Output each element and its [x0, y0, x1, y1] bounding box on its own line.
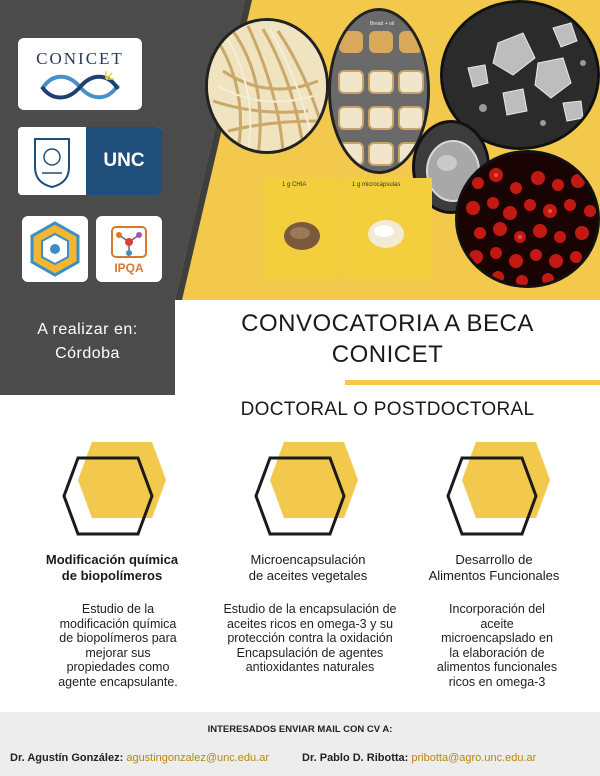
hexagon-icon-1 [48, 438, 168, 538]
description-1-line: Estudio de la [81, 602, 155, 616]
location-text [0, 318, 175, 366]
description-2-line: Estudio de la encapsulación de [223, 602, 397, 616]
contact-footer [0, 712, 600, 776]
description-2-line: aceites ricos en omega-3 y su [226, 616, 394, 631]
contact-1-name: Dr. Agustín González: [10, 752, 124, 764]
description-3-line: microencapslado en [441, 631, 553, 645]
footer-heading: INTERESADOS ENVIAR MAIL CON CV A: [207, 724, 393, 735]
column-title-3-line2: Alimentos Funcionales [428, 568, 560, 583]
page-subtitle: DOCTORAL O POSTDOCTORAL [240, 399, 535, 420]
description-2-line: Encapsulación de agentes [236, 645, 384, 660]
contact-1 [10, 752, 269, 764]
description-2-line: protección contra la oxidación [227, 631, 393, 645]
description-3-line: aceite [480, 616, 514, 631]
contact-2 [302, 752, 536, 764]
description-3-line: la elaboración de [449, 645, 545, 660]
column-title-3-line1: Desarrollo de [455, 552, 533, 567]
pasta-photo [205, 18, 329, 154]
microcapsules-cup-photo [344, 178, 432, 278]
column-title-2-line1: Microencapsulación [250, 552, 366, 567]
contact-2-name: Dr. Pablo D. Ribotta: [302, 752, 409, 764]
contact-1-email-link[interactable]: agustingonzalez@unc.edu.ar [126, 752, 269, 764]
infinity-sun-icon [32, 69, 128, 103]
description-1-line: propiedades como [66, 660, 170, 674]
unc-logo-text: UNC [86, 127, 162, 195]
location-line2: Córdoba [55, 345, 120, 362]
column-description-1 [30, 602, 206, 689]
title-line1: CONVOCATORIA A BECA [241, 310, 534, 337]
unc-seal-icon [18, 127, 86, 195]
chia-cup-photo [262, 178, 342, 278]
description-1-line: de biopolímeros para [59, 631, 177, 645]
institute-hex-logo [22, 216, 88, 282]
description-1-line: agente encapsulante. [58, 674, 178, 689]
molecule-icon [104, 223, 154, 263]
column-description-3 [412, 602, 582, 689]
column-title-1-line2: de biopolímeros [61, 568, 163, 583]
column-title-1 [22, 552, 202, 584]
title-underline [345, 380, 600, 385]
column-description-2 [210, 602, 410, 675]
column-title-3 [404, 552, 584, 584]
conicet-logo [18, 38, 142, 110]
unc-logo [18, 127, 162, 195]
fluorescence-photo [455, 150, 600, 288]
column-title-2-line2: de aceites vegetales [248, 568, 368, 583]
description-1-line: mejorar sus [85, 645, 151, 660]
description-3-line: alimentos funcionales [436, 660, 558, 674]
microcapsules-label: 1 g microcápsulas [352, 182, 401, 188]
contact-2-email-link[interactable]: pribotta@agro.unc.edu.ar [411, 752, 537, 764]
description-3-line: Incorporación del [449, 602, 545, 616]
hexagon-icon-2 [240, 438, 360, 538]
ipqa-logo [96, 216, 162, 282]
left-panel [0, 0, 175, 395]
column-title-1-line1: Modificación química [45, 552, 179, 567]
ipqa-logo-text: IPQA [114, 261, 144, 275]
hexagon-emblem-icon [26, 220, 84, 278]
title-line2: CONICET [331, 341, 444, 368]
column-title-2 [218, 552, 398, 584]
hexagon-icon-3 [432, 438, 552, 538]
page-title [175, 308, 600, 370]
description-2-line: antioxidantes naturales [245, 660, 375, 674]
bread-label: Bread + oil [369, 21, 395, 27]
chia-label: 1 g CHIA [282, 182, 307, 188]
description-1-line: modificación química [59, 616, 177, 631]
description-3-line: ricos en omega-3 [448, 674, 546, 689]
conicet-logo-text: CONICET [36, 49, 124, 68]
location-line1: A realizar en: [37, 321, 138, 338]
